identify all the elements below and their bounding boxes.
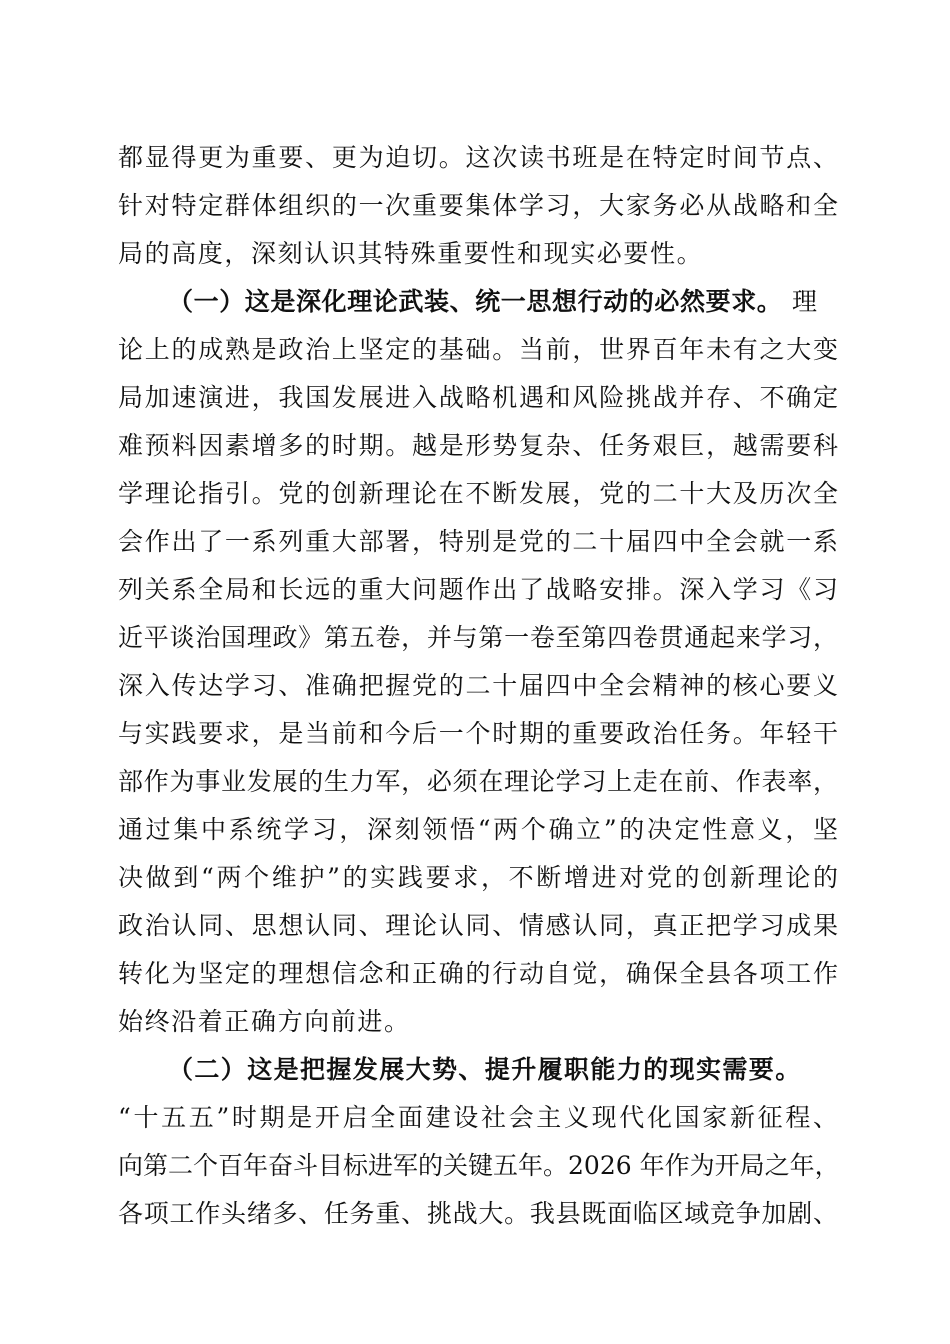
text-line: 局的高度，深刻认识其特殊重要性和现实必要性。 <box>118 239 704 268</box>
text-line: 向第二个百年奋斗目标进军的关键五年。2026 年作为开局之年， <box>118 1151 840 1180</box>
text-line: 深入传达学习、准确把握党的二十届四中全会精神的核心要义 <box>118 671 838 700</box>
text-line: “十五五”时期是开启全面建设社会主义现代化国家新征程、 <box>118 1103 838 1132</box>
text-line: 会作出了一系列重大部署，特别是党的二十届四中全会就一系 <box>118 527 838 556</box>
text-line: 针对特定群体组织的一次重要集体学习，大家务必从战略和全 <box>118 191 838 220</box>
text-line: 都显得更为重要、更为迫切。这次读书班是在特定时间节点、 <box>118 143 838 172</box>
text-line: 决做到“两个维护”的实践要求，不断增进对党的创新理论的 <box>118 863 838 892</box>
text-line: 通过集中系统学习，深刻领悟“两个确立”的决定性意义，坚 <box>118 815 838 844</box>
text-line: 理 <box>792 287 819 316</box>
text-line: 难预料因素增多的时期。越是形势复杂、任务艰巨，越需要科 <box>118 431 838 460</box>
text-line: 学理论指引。党的创新理论在不断发展，党的二十大及历次全 <box>118 479 838 508</box>
text-line: 转化为坚定的理想信念和正确的行动自觉，确保全县各项工作 <box>118 959 838 988</box>
text-line: 局加速演进，我国发展进入战略机遇和风险挑战并存、不确定 <box>118 383 838 412</box>
text-line: 与实践要求，是当前和今后一个时期的重要政治任务。年轻干 <box>118 719 838 748</box>
text-line: 政治认同、思想认同、理论认同、情感认同，真正把学习成果 <box>118 911 838 940</box>
section-heading-2: （二）这是把握发展大势、提升履职能力的现实需要。 <box>168 1055 802 1084</box>
text-line: 始终沿着正确方向前进。 <box>118 1007 411 1036</box>
text-line: 列关系全局和长远的重大问题作出了战略安排。深入学习《习 <box>118 575 838 604</box>
text-line: 近平谈治国理政》第五卷，并与第一卷至第四卷贯通起来学习， <box>118 623 838 652</box>
text-line: 论上的成熟是政治上坚定的基础。当前，世界百年未有之大变 <box>118 335 838 364</box>
text-line: 部作为事业发展的生力军，必须在理论学习上走在前、作表率， <box>118 767 838 796</box>
text-line: 各项工作头绪多、任务重、挑战大。我县既面临区域竞争加剧、 <box>118 1199 838 1228</box>
section-heading-1: （一）这是深化理论武装、统一思想行动的必然要求。 <box>168 287 783 316</box>
